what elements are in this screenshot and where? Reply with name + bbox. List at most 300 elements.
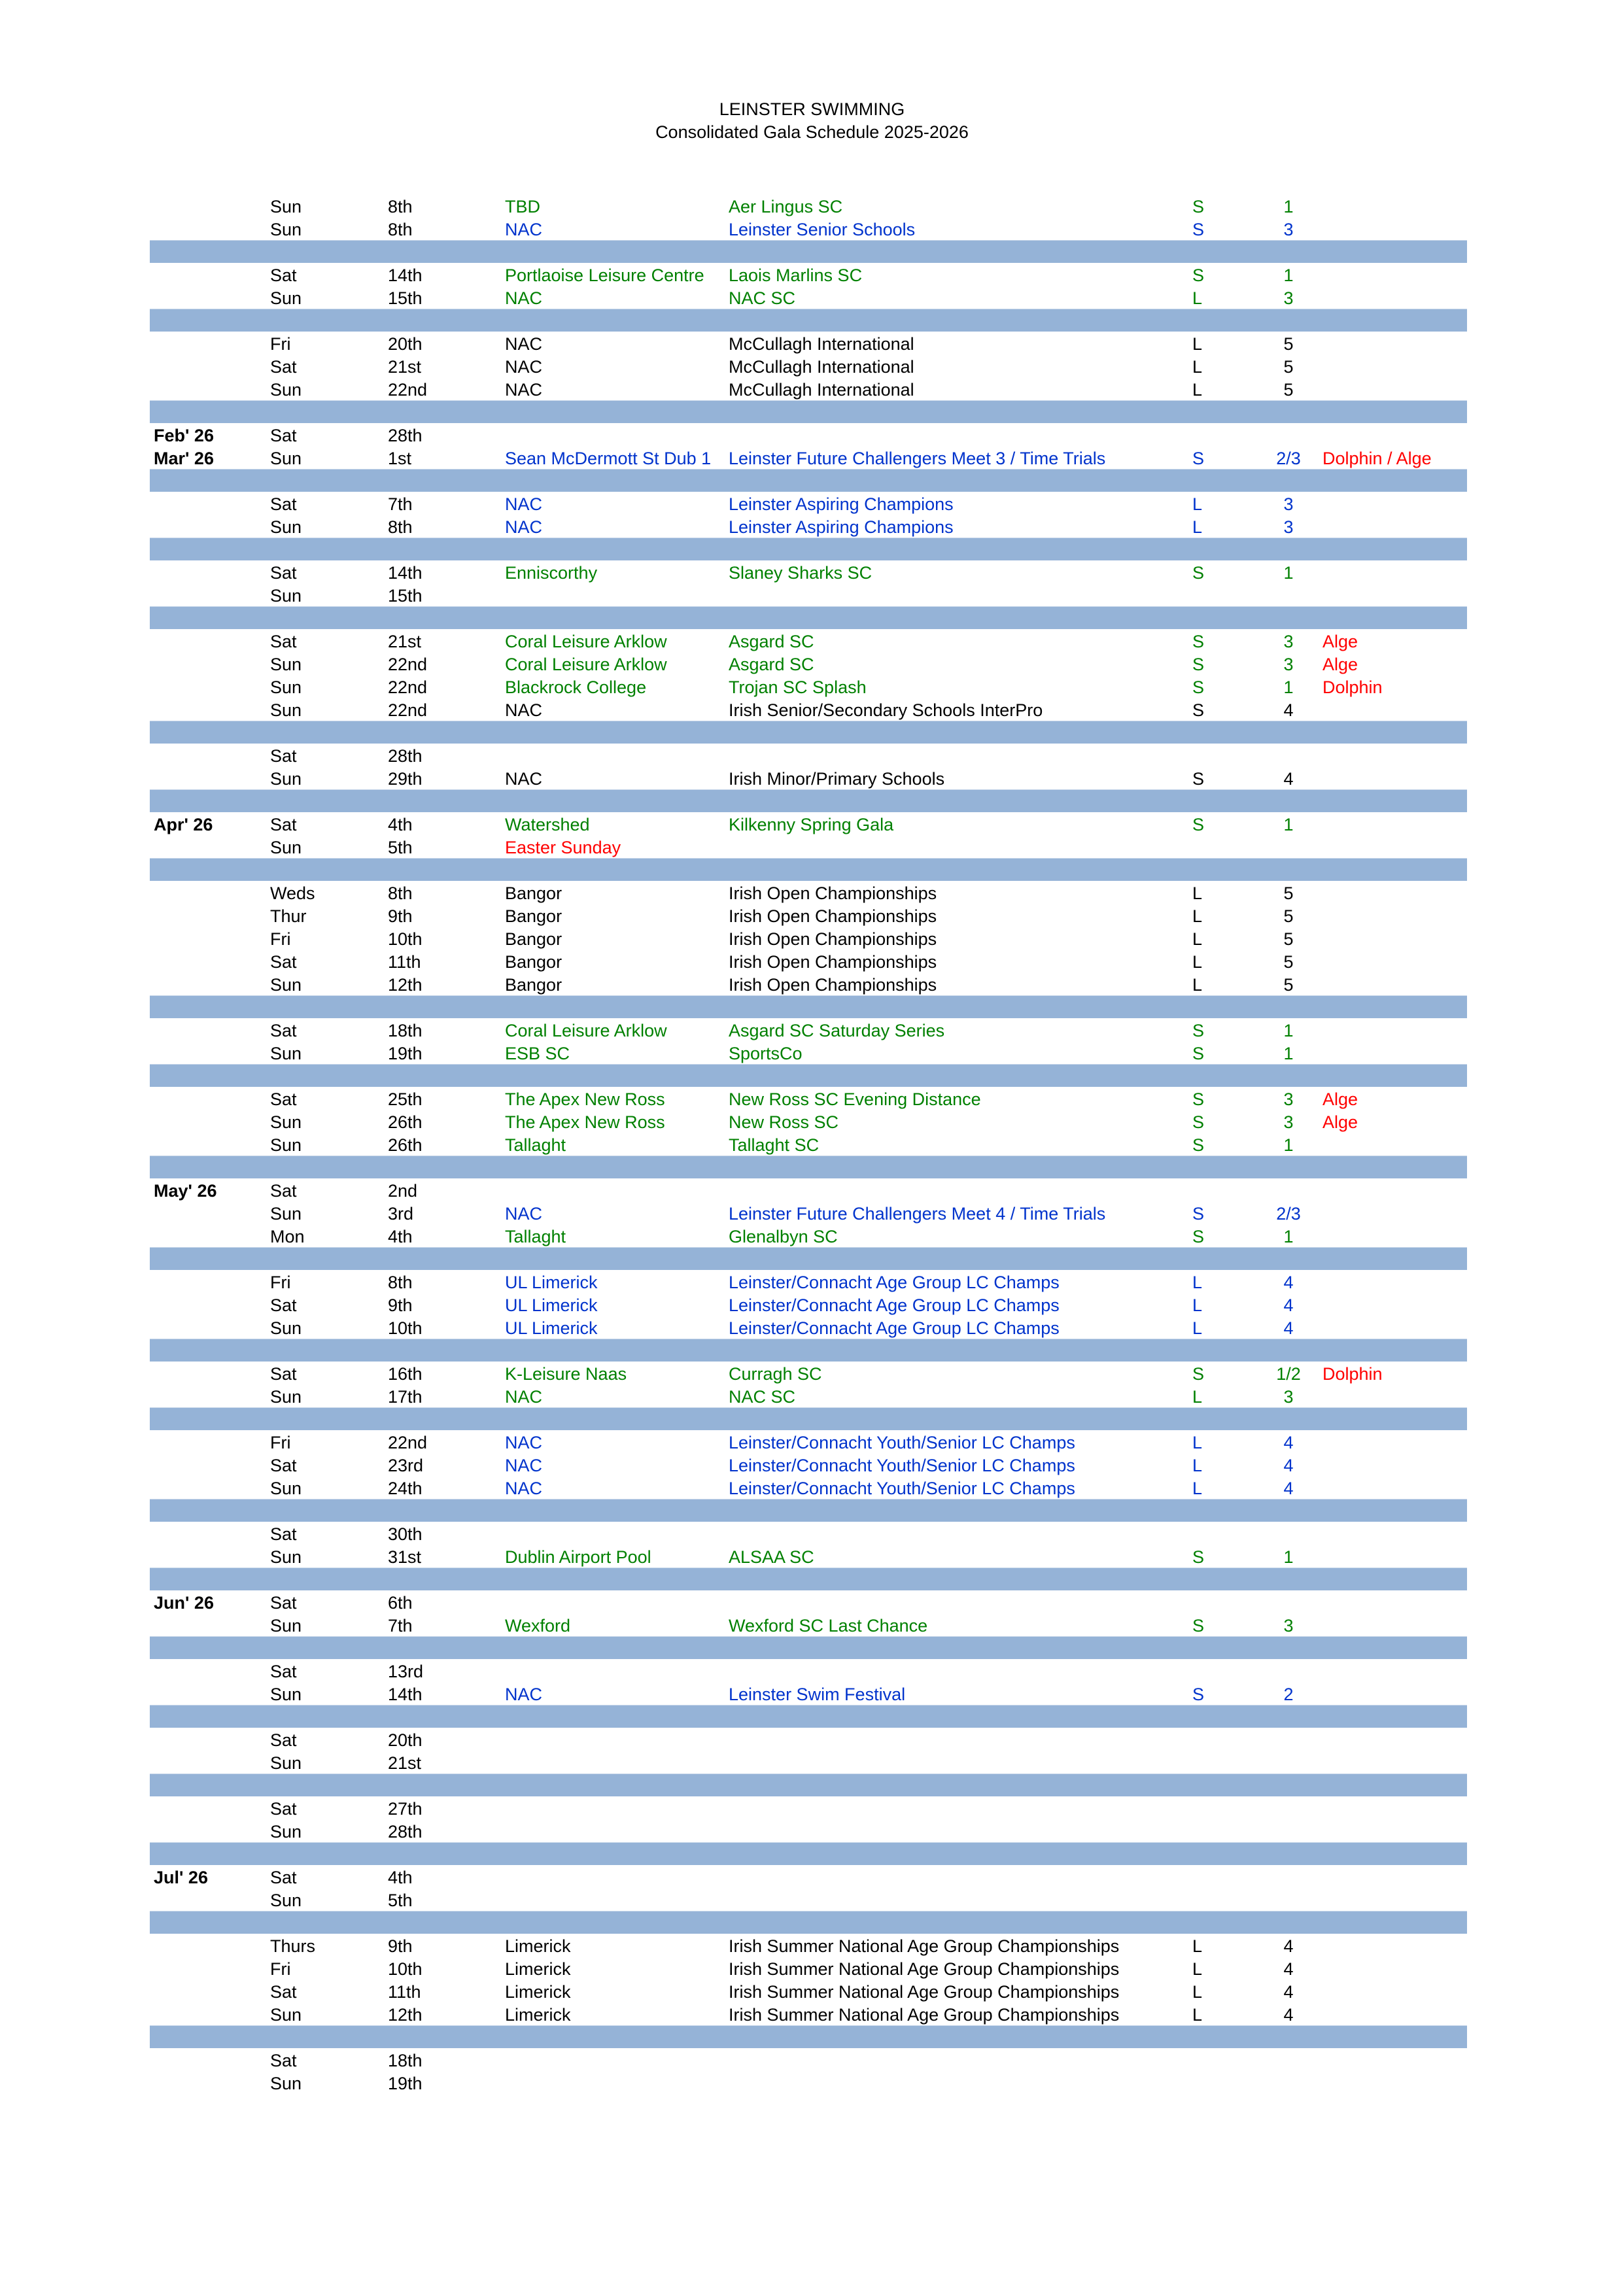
schedule-row — [150, 1545, 1467, 1568]
schedule-row — [150, 744, 1467, 766]
schedule-row — [150, 1110, 1467, 1133]
course-cell: L — [1192, 494, 1203, 514]
course-cell: L — [1192, 1479, 1203, 1498]
date-cell: 21st — [388, 357, 422, 377]
date-cell: 14th — [388, 266, 423, 285]
date-cell: 12th — [388, 2005, 423, 2025]
venue-cell: NAC — [505, 357, 543, 377]
schedule-row — [150, 2048, 1467, 2071]
level-cell: 4 — [1283, 1273, 1294, 1292]
date-cell: 26th — [388, 1135, 423, 1155]
event-cell: Irish Open Championships — [729, 883, 937, 903]
schedule-row — [150, 217, 1467, 240]
day-cell: Sun — [270, 1891, 302, 1910]
date-cell: 28th — [388, 426, 423, 445]
course-cell: S — [1192, 449, 1205, 468]
event-cell: McCullagh International — [729, 380, 914, 400]
day-cell: Sun — [270, 1616, 302, 1636]
event-cell: Leinster/Connacht Youth/Senior LC Champs — [729, 1479, 1075, 1498]
day-cell: Sat — [270, 746, 297, 766]
day-cell: Sat — [270, 1295, 297, 1315]
schedule-row — [150, 1270, 1467, 1293]
venue-cell: NAC — [505, 288, 543, 308]
day-cell: Sat — [270, 2051, 297, 2070]
level-cell: 3 — [1283, 288, 1294, 308]
event-cell: Leinster/Connacht Age Group LC Champs — [729, 1295, 1060, 1315]
venue-cell: UL Limerick — [505, 1295, 598, 1315]
week-separator-band — [150, 1247, 1467, 1270]
event-cell: Irish Open Championships — [729, 952, 937, 972]
day-cell: Sun — [270, 1547, 302, 1567]
schedule-row — [150, 950, 1467, 972]
level-cell: 4 — [1283, 1456, 1294, 1475]
day-cell: Sun — [270, 517, 302, 537]
date-cell: 7th — [388, 1616, 413, 1636]
course-cell: L — [1192, 1295, 1203, 1315]
day-cell: Sun — [270, 655, 302, 674]
day-cell: Fri — [270, 929, 291, 949]
course-cell: S — [1192, 1227, 1205, 1246]
date-cell: 22nd — [388, 1433, 428, 1452]
schedule-row — [150, 1201, 1467, 1224]
note-cell: Alge — [1322, 655, 1358, 674]
day-cell: Sat — [270, 1799, 297, 1819]
venue-cell: NAC — [505, 769, 543, 789]
schedule-row — [150, 560, 1467, 583]
level-cell: 4 — [1283, 1433, 1294, 1452]
day-cell: Sat — [270, 1868, 297, 1887]
level-cell: 5 — [1283, 952, 1294, 972]
course-cell: S — [1192, 655, 1205, 674]
venue-cell: Blackrock College — [505, 677, 647, 697]
schedule-row — [150, 698, 1467, 721]
schedule-row — [150, 377, 1467, 400]
date-cell: 21st — [388, 1753, 422, 1773]
venue-cell: Enniscorthy — [505, 563, 598, 583]
course-cell: L — [1192, 1959, 1203, 1979]
schedule-row — [150, 927, 1467, 950]
day-cell: Sat — [270, 266, 297, 285]
schedule-row — [150, 1865, 1467, 1888]
schedule-row — [150, 1522, 1467, 1545]
schedule-row — [150, 904, 1467, 927]
schedule-row — [150, 1659, 1467, 1682]
level-cell: 5 — [1283, 975, 1294, 995]
venue-cell: Sean McDermott St Dub 1 — [505, 449, 712, 468]
event-cell: Irish Open Championships — [729, 906, 937, 926]
venue-cell: Bangor — [505, 975, 562, 995]
venue-cell: NAC — [505, 1456, 543, 1475]
level-cell: 4 — [1283, 1982, 1294, 2002]
month-label: Jul' 26 — [154, 1868, 208, 1887]
event-cell: New Ross SC — [729, 1112, 839, 1132]
level-cell: 4 — [1283, 1295, 1294, 1315]
course-cell: L — [1192, 1456, 1203, 1475]
note-cell: Alge — [1322, 632, 1358, 651]
date-cell: 15th — [388, 288, 423, 308]
course-cell: L — [1192, 906, 1203, 926]
event-cell: McCullagh International — [729, 357, 914, 377]
schedule-row — [150, 835, 1467, 858]
day-cell: Sat — [270, 1181, 297, 1201]
course-cell: S — [1192, 1364, 1205, 1384]
event-cell: Irish Minor/Primary Schools — [729, 769, 945, 789]
venue-cell: NAC — [505, 380, 543, 400]
level-cell: 1 — [1283, 1547, 1294, 1567]
course-cell: S — [1192, 632, 1205, 651]
course-cell: L — [1192, 1387, 1203, 1407]
venue-cell: Tallaght — [505, 1135, 566, 1155]
week-separator-band — [150, 1705, 1467, 1728]
event-cell: Leinster/Connacht Youth/Senior LC Champs — [729, 1433, 1075, 1452]
day-cell: Sun — [270, 700, 302, 720]
schedule-row — [150, 1453, 1467, 1476]
schedule-row — [150, 766, 1467, 789]
date-cell: 31st — [388, 1547, 422, 1567]
day-cell: Sun — [270, 1112, 302, 1132]
day-cell: Fri — [270, 334, 291, 354]
schedule-row — [150, 675, 1467, 698]
day-cell: Thurs — [270, 1936, 316, 1956]
event-cell: Asgard SC — [729, 655, 814, 674]
venue-cell: Portlaoise Leisure Centre — [505, 266, 704, 285]
level-cell: 3 — [1283, 1616, 1294, 1636]
date-cell: 2nd — [388, 1181, 418, 1201]
course-cell: S — [1192, 1685, 1205, 1704]
date-cell: 25th — [388, 1089, 423, 1109]
note-cell: Alge — [1322, 1112, 1358, 1132]
course-cell: S — [1192, 1135, 1205, 1155]
schedule-row — [150, 194, 1467, 217]
venue-cell: Coral Leisure Arklow — [505, 1021, 667, 1040]
course-cell: S — [1192, 563, 1205, 583]
level-cell: 5 — [1283, 380, 1294, 400]
day-cell: Sun — [270, 1685, 302, 1704]
course-cell: L — [1192, 288, 1203, 308]
venue-cell: Limerick — [505, 1959, 571, 1979]
level-cell: 4 — [1283, 1936, 1294, 1956]
course-cell: S — [1192, 1021, 1205, 1040]
event-cell: Leinster Swim Festival — [729, 1685, 906, 1704]
date-cell: 14th — [388, 563, 423, 583]
week-separator-band — [150, 2025, 1467, 2048]
week-separator-band — [150, 240, 1467, 263]
event-cell: New Ross SC Evening Distance — [729, 1089, 981, 1109]
schedule-row — [150, 1224, 1467, 1247]
level-cell: 1 — [1283, 197, 1294, 216]
schedule-row — [150, 2002, 1467, 2025]
date-cell: 12th — [388, 975, 423, 995]
course-cell: S — [1192, 1044, 1205, 1063]
date-cell: 22nd — [388, 677, 428, 697]
course-cell: S — [1192, 769, 1205, 789]
date-cell: 15th — [388, 586, 423, 606]
date-cell: 24th — [388, 1479, 423, 1498]
date-cell: 20th — [388, 334, 423, 354]
level-cell: 4 — [1283, 700, 1294, 720]
schedule-row — [150, 1751, 1467, 1773]
level-cell: 3 — [1283, 220, 1294, 239]
venue-cell: NAC — [505, 1479, 543, 1498]
venue-cell: NAC — [505, 220, 543, 239]
level-cell: 3 — [1283, 494, 1294, 514]
event-cell: Leinster Aspiring Champions — [729, 494, 954, 514]
date-cell: 19th — [388, 1044, 423, 1063]
week-separator-band — [150, 1911, 1467, 1934]
venue-cell: Limerick — [505, 1982, 571, 2002]
day-cell: Sun — [270, 197, 302, 216]
note-cell: Dolphin — [1322, 677, 1383, 697]
day-cell: Sun — [270, 1822, 302, 1842]
level-cell: 5 — [1283, 334, 1294, 354]
level-cell: 1 — [1283, 815, 1294, 834]
venue-cell: Dublin Airport Pool — [505, 1547, 651, 1567]
event-cell: Wexford SC Last Chance — [729, 1616, 928, 1636]
document-header — [0, 98, 1624, 144]
event-cell: Irish Open Championships — [729, 975, 937, 995]
date-cell: 22nd — [388, 380, 428, 400]
month-label: Jun' 26 — [154, 1593, 214, 1613]
date-cell: 10th — [388, 1318, 423, 1338]
level-cell: 1 — [1283, 677, 1294, 697]
schedule-row — [150, 972, 1467, 995]
level-cell: 1 — [1283, 1135, 1294, 1155]
course-cell: S — [1192, 266, 1205, 285]
venue-cell: The Apex New Ross — [505, 1112, 665, 1132]
date-cell: 4th — [388, 1227, 413, 1246]
venue-cell: K-Leisure Naas — [505, 1364, 627, 1384]
date-cell: 23rd — [388, 1456, 424, 1475]
week-separator-band — [150, 1636, 1467, 1659]
week-separator-band — [150, 995, 1467, 1018]
level-cell: 2 — [1283, 1685, 1294, 1704]
day-cell: Sat — [270, 357, 297, 377]
level-cell: 5 — [1283, 883, 1294, 903]
schedule-row — [150, 1430, 1467, 1453]
event-cell: Irish Summer National Age Group Championships — [729, 2005, 1120, 2025]
day-cell: Fri — [270, 1433, 291, 1452]
day-cell: Sun — [270, 1204, 302, 1224]
date-cell: 9th — [388, 1936, 413, 1956]
day-cell: Sat — [270, 1364, 297, 1384]
month-label: Mar' 26 — [154, 449, 214, 468]
day-cell: Sun — [270, 677, 302, 697]
course-cell: S — [1192, 197, 1205, 216]
date-cell: 8th — [388, 197, 413, 216]
date-cell: 13rd — [388, 1662, 424, 1681]
week-separator-band — [150, 538, 1467, 560]
event-cell: Irish Open Championships — [729, 929, 937, 949]
venue-cell: Tallaght — [505, 1227, 566, 1246]
date-cell: 28th — [388, 1822, 423, 1842]
schedule-row — [150, 1384, 1467, 1407]
schedule-row — [150, 332, 1467, 354]
course-cell: L — [1192, 929, 1203, 949]
day-cell: Sat — [270, 426, 297, 445]
week-separator-band — [150, 721, 1467, 744]
day-cell: Sun — [270, 449, 302, 468]
week-separator-band — [150, 1339, 1467, 1362]
course-cell: S — [1192, 1112, 1205, 1132]
day-cell: Sun — [270, 838, 302, 857]
schedule-row — [150, 652, 1467, 675]
level-cell: 4 — [1283, 2005, 1294, 2025]
level-cell: 4 — [1283, 769, 1294, 789]
schedule-row — [150, 1682, 1467, 1705]
course-cell: S — [1192, 1204, 1205, 1224]
date-cell: 11th — [388, 1982, 421, 2002]
date-cell: 5th — [388, 1891, 413, 1910]
schedule-row — [150, 812, 1467, 835]
course-cell: L — [1192, 1936, 1203, 1956]
schedule-row — [150, 515, 1467, 538]
date-cell: 19th — [388, 2074, 423, 2093]
document-subtitle: Consolidated Gala Schedule 2025-2026 — [655, 122, 969, 142]
course-cell: L — [1192, 1318, 1203, 1338]
month-label: May' 26 — [154, 1181, 217, 1201]
event-cell: Leinster Future Challengers Meet 3 / Time Trials — [729, 449, 1106, 468]
date-cell: 22nd — [388, 700, 428, 720]
course-cell: L — [1192, 380, 1203, 400]
schedule-row — [150, 1979, 1467, 2002]
level-cell: 2/3 — [1276, 449, 1301, 468]
schedule-row — [150, 1796, 1467, 1819]
day-cell: Thur — [270, 906, 307, 926]
day-cell: Sat — [270, 1021, 297, 1040]
level-cell: 1 — [1283, 266, 1294, 285]
event-cell: Laois Marlins SC — [729, 266, 863, 285]
day-cell: Sun — [270, 586, 302, 606]
document-title: LEINSTER SWIMMING — [719, 99, 905, 119]
date-cell: 22nd — [388, 655, 428, 674]
week-separator-band — [150, 1407, 1467, 1430]
level-cell: 5 — [1283, 357, 1294, 377]
level-cell: 1 — [1283, 1044, 1294, 1063]
date-cell: 7th — [388, 494, 413, 514]
schedule-row — [150, 583, 1467, 606]
schedule-row — [150, 1957, 1467, 1979]
schedule-row — [150, 286, 1467, 309]
date-cell: 8th — [388, 517, 413, 537]
course-cell: S — [1192, 1616, 1205, 1636]
day-cell: Sun — [270, 1753, 302, 1773]
date-cell: 18th — [388, 2051, 423, 2070]
venue-cell: Bangor — [505, 929, 562, 949]
day-cell: Sun — [270, 769, 302, 789]
date-cell: 3rd — [388, 1204, 414, 1224]
note-cell: Alge — [1322, 1089, 1358, 1109]
month-label: Apr' 26 — [154, 815, 213, 834]
venue-cell: UL Limerick — [505, 1318, 598, 1338]
date-cell: 30th — [388, 1524, 423, 1544]
date-cell: 29th — [388, 769, 423, 789]
day-cell: Mon — [270, 1227, 305, 1246]
event-cell: Leinster/Connacht Age Group LC Champs — [729, 1273, 1060, 1292]
schedule-row — [150, 1362, 1467, 1384]
event-cell: Irish Senior/Secondary Schools InterPro — [729, 700, 1043, 720]
date-cell: 26th — [388, 1112, 423, 1132]
level-cell: 4 — [1283, 1959, 1294, 1979]
course-cell: S — [1192, 700, 1205, 720]
level-cell: 3 — [1283, 1112, 1294, 1132]
event-cell: Irish Summer National Age Group Championships — [729, 1982, 1120, 2002]
day-cell: Sat — [270, 1982, 297, 2002]
day-cell: Sat — [270, 1730, 297, 1750]
level-cell: 4 — [1283, 1479, 1294, 1498]
venue-cell: UL Limerick — [505, 1273, 598, 1292]
venue-cell: Limerick — [505, 1936, 571, 1956]
course-cell: L — [1192, 975, 1203, 995]
note-cell: Dolphin — [1322, 1364, 1383, 1384]
course-cell: L — [1192, 517, 1203, 537]
date-cell: 18th — [388, 1021, 423, 1040]
day-cell: Sun — [270, 380, 302, 400]
week-separator-band — [150, 1773, 1467, 1796]
note-cell: Dolphin / Alge — [1322, 449, 1432, 468]
course-cell: L — [1192, 357, 1203, 377]
day-cell: Sat — [270, 1662, 297, 1681]
schedule-row — [150, 1316, 1467, 1339]
venue-cell: Limerick — [505, 2005, 571, 2025]
schedule-row — [150, 263, 1467, 286]
event-cell: NAC SC — [729, 288, 796, 308]
venue-cell: NAC — [505, 1433, 543, 1452]
schedule-row — [150, 492, 1467, 515]
venue-cell: ESB SC — [505, 1044, 570, 1063]
day-cell: Sat — [270, 1524, 297, 1544]
day-cell: Sat — [270, 1456, 297, 1475]
week-separator-band — [150, 1568, 1467, 1590]
event-cell: ALSAA SC — [729, 1547, 814, 1567]
day-cell: Sat — [270, 815, 297, 834]
date-cell: 20th — [388, 1730, 423, 1750]
schedule-row — [150, 1087, 1467, 1110]
level-cell: 4 — [1283, 1318, 1294, 1338]
level-cell: 1 — [1283, 563, 1294, 583]
date-cell: 5th — [388, 838, 413, 857]
schedule-row — [150, 1613, 1467, 1636]
event-cell: Glenalbyn SC — [729, 1227, 838, 1246]
date-cell: 10th — [388, 929, 423, 949]
day-cell: Sun — [270, 1044, 302, 1063]
event-cell: Slaney Sharks SC — [729, 563, 872, 583]
day-cell: Sat — [270, 1593, 297, 1613]
week-separator-band — [150, 469, 1467, 492]
schedule-row — [150, 446, 1467, 469]
week-separator-band — [150, 1064, 1467, 1087]
week-separator-band — [150, 1499, 1467, 1522]
day-cell: Sat — [270, 494, 297, 514]
event-cell: Asgard SC Saturday Series — [729, 1021, 945, 1040]
day-cell: Sat — [270, 632, 297, 651]
day-cell: Sun — [270, 220, 302, 239]
date-cell: 11th — [388, 952, 421, 972]
schedule-row — [150, 881, 1467, 904]
date-cell: 6th — [388, 1593, 413, 1613]
day-cell: Sun — [270, 288, 302, 308]
schedule-row — [150, 1293, 1467, 1316]
course-cell: S — [1192, 1547, 1205, 1567]
event-cell: Irish Summer National Age Group Championships — [729, 1959, 1120, 1979]
schedule-row — [150, 1934, 1467, 1957]
date-cell: 1st — [388, 449, 412, 468]
date-cell: 28th — [388, 746, 423, 766]
venue-cell: Easter Sunday — [505, 838, 621, 857]
date-cell: 14th — [388, 1685, 423, 1704]
event-cell: SportsCo — [729, 1044, 803, 1063]
level-cell: 1/2 — [1276, 1364, 1301, 1384]
venue-cell: Wexford — [505, 1616, 571, 1636]
